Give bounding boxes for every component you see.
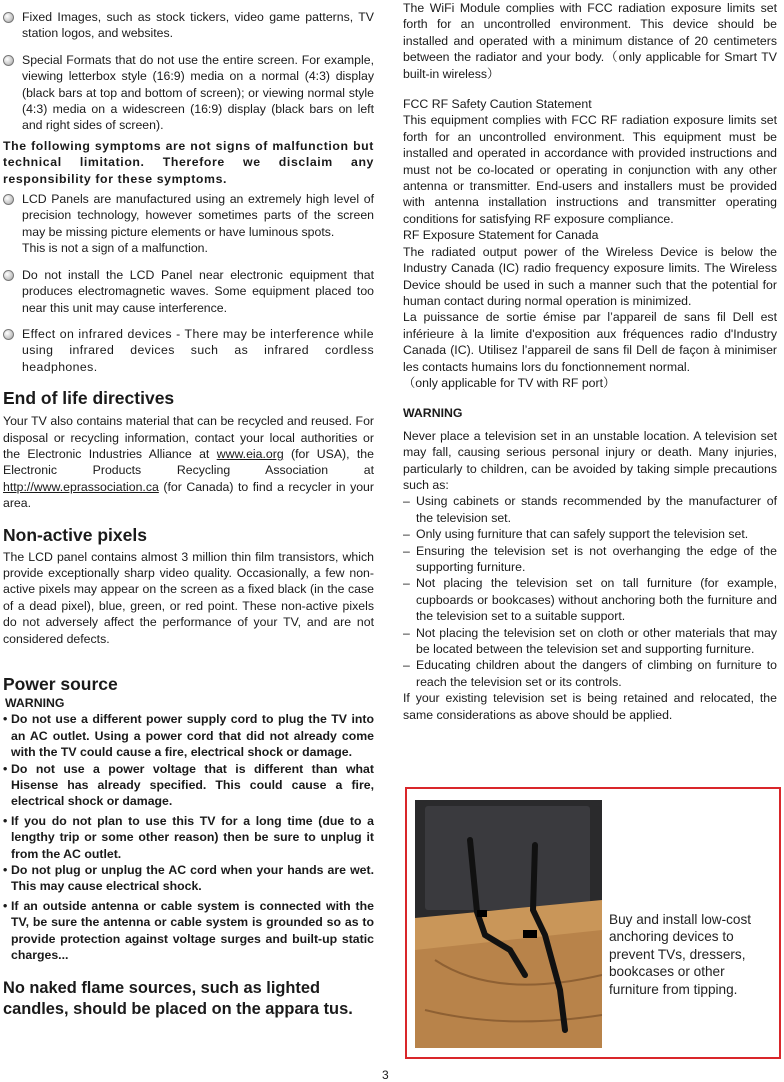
- warning-item: • If you do not plan to use this TV for a long time (due to a lengthy trip or some other reason) then be sure to unplug it from the AC outlet.: [3, 813, 374, 861]
- list-item: – Only using furniture that can safely support the television set.: [403, 527, 749, 542]
- bullet-icon: [3, 329, 14, 340]
- epra-link[interactable]: http://www.eprassociation.ca: [3, 479, 159, 494]
- warning-item: • Do not use a different power supply cord to plug the TV into an AC outlet. Using a power cord that did not already come with the TV could cause a fire, electrical shock or damage.: [3, 712, 374, 760]
- list-item: – Educating children about the dangers of climbing on furniture to reach the television set or its controls.: [403, 658, 777, 689]
- strap-buckle: [477, 910, 487, 917]
- list-item: – Not placing the television set on tall furniture (for example, cupboards or bookcases) without anchoring both the furniture and the television set to a suitable support.: [403, 576, 777, 624]
- list-item: [3, 9, 374, 42]
- bullet-icon: [3, 194, 14, 205]
- list-item: [3, 267, 374, 316]
- power-heading: Power source: [3, 674, 118, 694]
- right-column: [403, 0, 777, 723]
- wifi-text: The WiFi Module complies with FCC radiation exposure limits set forth for an uncontrolled environment. This device should be installed and operated with a minimum distance of 20 centimeters between the radiator and your body.（only applicable for Smart TV built-in wireless）: [403, 1, 777, 81]
- nonactive-heading: Non-active pixels: [3, 524, 147, 545]
- list-item: – Not placing the television set on cloth or other materials that may be located between the television set and supporting furniture.: [403, 625, 777, 657]
- eol-heading: End of life directives: [3, 388, 175, 409]
- list-item-text: LCD Panels are manufactured using an extremely high level of precision technology, however sometimes parts of the screen may be missing picture elements or have luminous spots.: [22, 192, 374, 239]
- left-column: [3, 0, 374, 1020]
- canada-text: The radiated output power of the Wireless Device is below the Industry Canada (IC) radio frequency exposure limits. The Wireless Device should be used in such a manner such that the potential for human contact during normal operation is minimized.: [403, 244, 777, 308]
- nonactive-text: The LCD panel contains almost 3 million thin film transistors, which provide exceptionally sharp video quality. Occasionally, a few non-active pixels may appear on the screen as a fixed black (in the case of a dead pixel), blue, green, or red point. These non-active pixels do not adversely affect the performance of your TV, and are not considered defects.: [3, 549, 374, 646]
- power-warning-label: WARNING: [5, 696, 65, 710]
- bullet-icon: [3, 12, 14, 23]
- list-item: – Using cabinets or stands recommended by the manufacturer of the television set.: [403, 494, 777, 525]
- warning-item: • If an outside antenna or cable system is connected with the TV, be sure the antenna or cable system is grounded so as to provide protection against voltage surges and built-up static charges...: [3, 898, 374, 963]
- anchoring-caption: Buy and install low-cost anchoring devices to prevent TVs, dressers, bookcases or other furniture from tipping.: [609, 912, 752, 997]
- tv-rear-cover: [425, 806, 590, 910]
- list-item: [3, 191, 374, 257]
- fcc-title: FCC RF Safety Caution Statement: [403, 97, 592, 112]
- canada-title: RF Exposure Statement for Canada: [403, 228, 599, 243]
- warning-intro: Never place a television set in an unstable location. A television set may fall, causing serious personal injury or death. Many injuries, particularly to children, can be avoided by taking simple precautions such as:: [403, 428, 777, 492]
- tv-anchoring-photo: [415, 800, 602, 1048]
- bullet-icon: [3, 55, 14, 66]
- list-item-note: This is not a sign of a malfunction.: [22, 241, 208, 256]
- disclaimer-text: The following symptoms are not signs of malfunction but technical limitation. Therefore we disclaim any responsibility for these symptoms.: [3, 138, 374, 186]
- list-item: [3, 52, 374, 134]
- page-number: 3: [382, 1068, 389, 1082]
- french-text: La puissance de sortie émise par l’appareil de sans fil Dell est inférieure à la limite d'exposition aux fréquences radio d'Industry Canada (IC). Utilisez l’appareil de sans fil Dell de façon à minimiser les contacts humains lors du fonctionnement normal.: [403, 310, 777, 374]
- eia-link[interactable]: www.eia.org: [216, 446, 284, 461]
- list-item-text: Special Formats that do not use the entire screen. For example, viewing letterbox style (16:9) media on a normal (4:3) display (black bars at top and bottom of screen); or viewing normal style (4:3) media on a widescreen (16:9) display (black bars on left and right sides of screen).: [22, 52, 374, 133]
- flame-warning: No naked flame sources, such as lighted candles, should be placed on the appara tus.: [3, 978, 353, 1018]
- list-item: [3, 326, 374, 375]
- rf-port-note: （only applicable for TV with RF port）: [403, 375, 616, 390]
- list-item-text: Effect on infrared devices - There may be interference while using infrared devices such as infrared cordless headphones.: [22, 326, 374, 374]
- bullet-icon: [3, 270, 14, 281]
- warning-item: • Do not use a power voltage that is different than what Hisense has already specified. This could cause a fire, electrical shock or damage.: [3, 761, 374, 809]
- warning-item: • Do not plug or unplug the AC cord when your hands are wet. This may cause electrical shock.: [3, 863, 374, 894]
- list-item-text: Fixed Images, such as stock tickers, video game patterns, TV station logos, and websites.: [22, 10, 374, 41]
- warning-heading: WARNING: [403, 406, 463, 421]
- anchoring-illustration-box: [405, 787, 781, 1059]
- eol-text: Your TV also contains material that can be recycled and reused. For disposal or recycling information, contact your local authorities or the Electronic Industries Alliance at www.eia.org (for USA), the Electronic Products Recycling Association at http://www.eprassociation.ca (for Canada) to find a recycler in your area.: [3, 414, 374, 511]
- fcc-text: This equipment complies with FCC RF radiation exposure limits set forth for an uncontrolled environment. This equipment must be installed and operated in accordance with provided instructions and must not be co-located or operating in conjunction with any other antenna or transmitter. End-users and installers must be provided with antenna installation instructions and transmitter operating conditions for satisfying RF exposure compliance.: [403, 113, 777, 226]
- list-item-text: Do not install the LCD Panel near electronic equipment that produces electromagnetic waves. Some equipment placed too near this unit may cause interference.: [22, 267, 374, 315]
- list-item: – Ensuring the television set is not overhanging the edge of the supporting furniture.: [403, 543, 777, 574]
- warning-closing: If your existing television set is being retained and relocated, the same considerations as above should be applied.: [403, 691, 777, 722]
- strap-buckle: [523, 930, 537, 938]
